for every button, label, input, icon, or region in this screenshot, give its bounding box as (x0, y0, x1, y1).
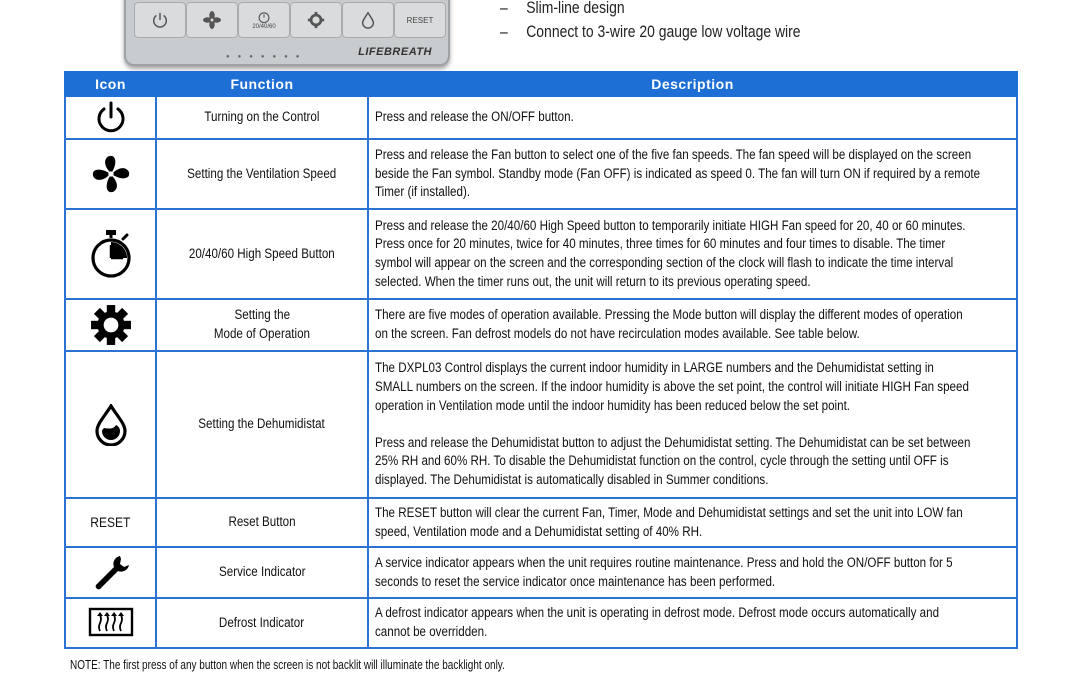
table-row (65, 209, 1017, 299)
row-description-line: seconds to reset the service indicator once maintenance has been performed. (375, 573, 776, 589)
table-row (65, 96, 1017, 139)
reset-icon-text: RESET (90, 513, 131, 530)
row-description-line: SMALL numbers on the screen. If the indoor humidity is above the set point, the control will initiate HIGH Fan speed (375, 379, 969, 395)
gear-icon (307, 11, 325, 29)
row-function: Setting the Ventilation Speed (187, 165, 337, 181)
row-description-line: beside the Fan symbol. Standby mode (Fan OFF) is indicated as speed 0. The fan will turn ON if required by a remote (375, 165, 981, 181)
row-description-line: Press once for 20 minutes, twice for 40 minutes, three times for 60 minutes and four times to disable. The timer (375, 236, 946, 252)
row-description: Press and release the ON/OFF button. (375, 109, 574, 125)
row-description-line: displayed. The Dehumidistat is automatically disabled in Summer conditions. (375, 471, 769, 487)
row-function: Defrost Indicator (219, 614, 305, 630)
table-row (65, 351, 1017, 498)
device-reset-label: RESET (406, 15, 434, 25)
table-row (65, 498, 1017, 547)
wrench-icon (91, 553, 131, 593)
backlight-note: NOTE: The first press of any button when the screen is not backlit will illuminate the backlight only. (70, 658, 505, 672)
row-description-line: There are five modes of operation available. Pressing the Mode button will display the different modes of operation (375, 307, 963, 323)
table-header-row (65, 72, 1017, 96)
device-dehumidistat-button (342, 2, 394, 38)
row-description-line: Press and release the Fan button to select one of the five fan speeds. The fan speed will be displayed on the screen (375, 146, 972, 162)
row-description-line: The DXPL03 Control displays the current indoor humidity in LARGE numbers and the Dehumidistat setting in (375, 360, 934, 376)
row-description-line: operation in Ventilation mode until the indoor humidity has been reduced below the set point. (375, 397, 851, 413)
row-description-line: The RESET button will clear the current Fan, Timer, Mode and Dehumidistat settings and set the unit into LOW fan (375, 504, 963, 520)
power-icon (151, 11, 169, 29)
row-description-line: Timer (if installed). (375, 184, 471, 200)
drop-icon (93, 404, 129, 446)
button-functions-table (64, 71, 1018, 649)
row-description-line: A defrost indicator appears when the unit is operating in defrost mode. Defrost mode occurs automatically and (375, 605, 940, 621)
device-fan-button (186, 2, 238, 38)
row-function: Setting the Dehumidistat (198, 416, 326, 432)
row-description-line: 25% RH and 60% RH. To disable the Dehumidistat function on the control, cycle through the setting until OFF is (375, 453, 949, 469)
timer-icon (257, 10, 271, 24)
power-icon (93, 100, 129, 136)
table-row (65, 299, 1017, 351)
row-function-line: Setting the (234, 307, 290, 323)
control-device-image (124, 0, 450, 66)
row-description-line: selected. When the timer runs out, the unit will return to its previous operating speed. (375, 273, 811, 289)
header-description: Description (368, 72, 1017, 96)
row-function: Reset Button (228, 514, 296, 530)
row-function-line: Mode of Operation (213, 326, 311, 341)
row-function: Turning on the Control (204, 109, 320, 125)
feature-item: – Slim-line design (500, 0, 625, 17)
device-timer-button (238, 2, 290, 38)
defrost-icon (88, 607, 134, 639)
device-indicator-dots: ●●●●●●● (226, 54, 308, 60)
row-description-line: Press and release the 20/40/60 High Speed button to temporarily initiate HIGH Fan speed for 20, 40 or 60 minutes. (375, 217, 966, 233)
row-description-line: Press and release the Dehumidistat button to adjust the Dehumidistat setting. The Dehumidistat can be set between (375, 434, 971, 450)
device-reset-button (394, 2, 446, 38)
device-power-button (134, 2, 186, 38)
table-row (65, 598, 1017, 648)
device-timer-label: 20/40/60 (252, 23, 276, 30)
row-description-line: symbol will appear on the screen and the corresponding section of the clock will flash to indicate the time interval (375, 255, 954, 270)
row-description-line: on the screen. Fan defrost models do not have recirculation modes available. See table below. (375, 326, 860, 341)
feature-item: – Connect to 3-wire 20 gauge low voltage wire (500, 22, 801, 41)
device-mode-button (290, 2, 342, 38)
row-function: Service Indicator (218, 564, 306, 580)
drop-icon (359, 11, 377, 29)
row-function: 20/40/60 High Speed Button (189, 245, 335, 261)
timer-icon (88, 229, 134, 279)
device-brand-logo: LIFEBREATH (358, 46, 432, 58)
fan-icon (90, 153, 132, 195)
table-row (65, 547, 1017, 598)
header-icon: Icon (65, 72, 156, 96)
row-description-line: speed, Ventilation mode and a Dehumidistat setting of 40% RH. (375, 523, 703, 539)
table-row (65, 139, 1017, 209)
fan-icon (203, 11, 221, 29)
header-function: Function (156, 72, 368, 96)
row-description-line: cannot be overridden. (375, 624, 488, 639)
row-description-line: A service indicator appears when the unit requires routine maintenance. Press and hold the ON/OFF button for 5 (375, 554, 953, 570)
gear-icon (90, 304, 132, 346)
